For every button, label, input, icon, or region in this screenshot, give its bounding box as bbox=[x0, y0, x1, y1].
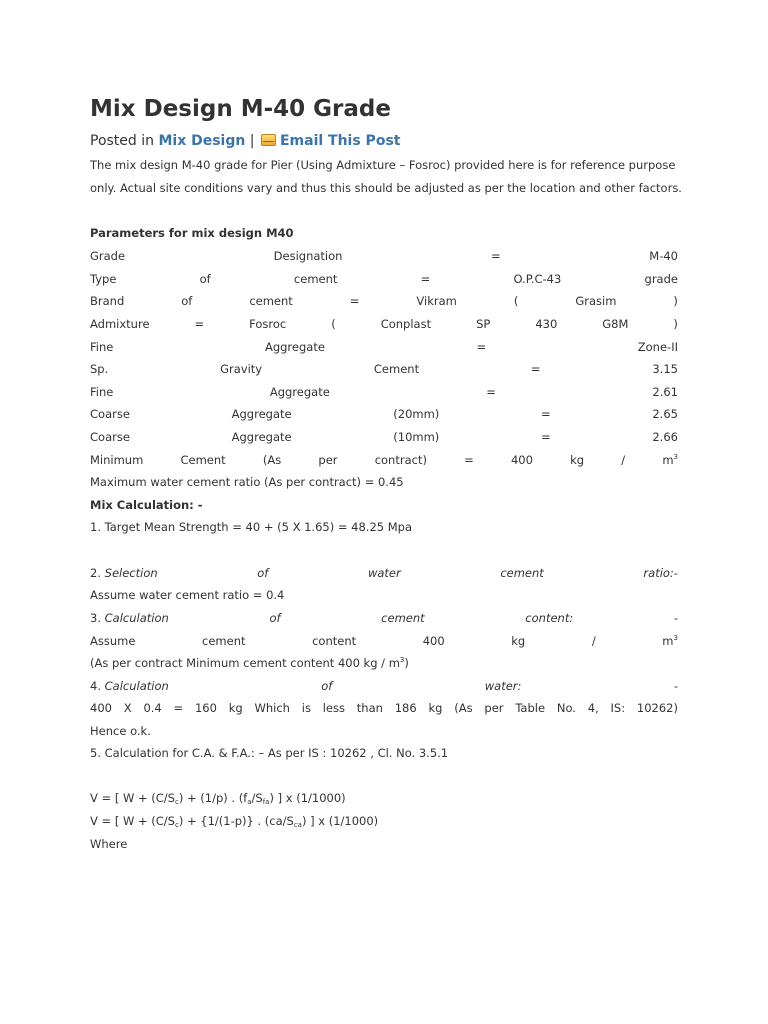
param-word: Fine bbox=[90, 385, 114, 399]
param-word: = bbox=[530, 362, 541, 376]
param-word: = bbox=[420, 272, 431, 286]
param-word: ( bbox=[331, 317, 336, 331]
calc-word: 10262) bbox=[636, 701, 678, 715]
subscript: c bbox=[174, 798, 179, 806]
param-word: Aggregate bbox=[264, 340, 325, 354]
formula-part: V = [ W + (C/S bbox=[90, 791, 175, 805]
param-word: Designation bbox=[273, 249, 343, 263]
param-word: kg bbox=[570, 453, 585, 467]
param-word: = bbox=[349, 294, 360, 308]
param-word: Fine bbox=[90, 340, 114, 354]
calc-word: per bbox=[484, 701, 504, 715]
param-word: grade bbox=[644, 272, 678, 286]
formula-part: ) ] x (1/1000) bbox=[301, 814, 379, 828]
calc-word: kg bbox=[228, 701, 243, 715]
param-word: (As bbox=[262, 453, 282, 467]
param-word: ) bbox=[673, 317, 678, 331]
calc-word: 186 bbox=[394, 701, 417, 715]
param-word: Vikram bbox=[416, 294, 457, 308]
param-word: Coarse bbox=[90, 407, 130, 421]
step-3-assume bbox=[90, 633, 678, 649]
param-word: Grasim bbox=[575, 294, 617, 308]
step-2-heading bbox=[90, 565, 678, 581]
intro-line-1: The mix design M-40 grade for Pier (Using Admixture – Fosroc) provided here is for reference purpose bbox=[90, 158, 676, 172]
param-word: Cement bbox=[180, 453, 226, 467]
unit-m: m bbox=[662, 634, 674, 648]
param-word: = bbox=[541, 407, 551, 421]
posted-in-label: Posted in bbox=[90, 133, 155, 149]
step-number: 3. bbox=[90, 611, 101, 625]
param-word: ( bbox=[513, 294, 519, 308]
calc-word: IS: bbox=[610, 701, 626, 715]
step-number: 2. bbox=[90, 566, 101, 580]
param-word: = bbox=[486, 385, 496, 399]
param-word: 430 bbox=[535, 317, 558, 331]
param-row bbox=[90, 316, 678, 332]
subscript: ca bbox=[293, 821, 302, 829]
email-post-link[interactable]: Email This Post bbox=[279, 133, 401, 149]
formula-part: ) + (1/p) . (f bbox=[178, 791, 248, 805]
param-row bbox=[90, 384, 678, 400]
param-word: M-40 bbox=[649, 249, 678, 263]
step-word: Selection bbox=[104, 566, 158, 580]
formula-part: ) ] x (1/1000) bbox=[269, 791, 346, 805]
param-word: Fosroc bbox=[249, 317, 287, 331]
param-word: 2.66 bbox=[652, 430, 678, 444]
unit-m: m bbox=[662, 453, 674, 467]
step-word: ratio:- bbox=[643, 566, 678, 580]
step-word: of bbox=[269, 611, 281, 625]
param-row bbox=[90, 361, 678, 377]
param-word: 3.15 bbox=[652, 362, 678, 376]
calc-word: No. bbox=[556, 701, 576, 715]
param-word: ) bbox=[673, 294, 678, 308]
param-word: Grade bbox=[90, 249, 126, 263]
param-word: = bbox=[476, 340, 487, 354]
formula-1 bbox=[90, 790, 678, 806]
superscript: 3 bbox=[399, 656, 405, 664]
calc-word: 0.4 bbox=[143, 701, 162, 715]
calc-word: = bbox=[173, 701, 184, 715]
where-label: Where bbox=[90, 837, 128, 851]
step-4-heading bbox=[90, 678, 678, 694]
meta-separator: | bbox=[249, 133, 255, 149]
note-end: ) bbox=[404, 656, 409, 670]
step-word: cement bbox=[381, 611, 425, 625]
param-word: Coarse bbox=[90, 430, 130, 444]
step-word: content bbox=[312, 634, 357, 648]
formula-part: ) + {1/(1-p)} . (ca/S bbox=[178, 814, 294, 828]
param-word: per bbox=[318, 453, 338, 467]
params-heading: Parameters for mix design M40 bbox=[90, 226, 294, 240]
step-word: cement bbox=[500, 566, 544, 580]
post-meta bbox=[90, 133, 400, 149]
superscript: 3 bbox=[673, 634, 678, 642]
max-wc-ratio: Maximum water cement ratio (As per contract) = 0.45 bbox=[90, 475, 404, 489]
calc-word: 160 bbox=[194, 701, 217, 715]
step-word: - bbox=[673, 611, 678, 625]
calc-word: is bbox=[301, 701, 311, 715]
step-2-assume: Assume water cement ratio = 0.4 bbox=[90, 588, 285, 602]
param-word: Conplast bbox=[380, 317, 432, 331]
intro-line-2: only. Actual site conditions vary and thus this should be adjusted as per the location and other factors. bbox=[90, 181, 682, 195]
superscript: 3 bbox=[673, 453, 678, 461]
step-word bbox=[90, 678, 169, 694]
calc-word: less bbox=[322, 701, 345, 715]
step-5: 5. Calculation for C.A. & F.A.: – As per IS : 10262 , Cl. No. 3.5.1 bbox=[90, 746, 449, 760]
subscript: fa bbox=[262, 798, 270, 806]
step-word bbox=[90, 610, 169, 626]
param-word: cement bbox=[293, 272, 338, 286]
step-word bbox=[90, 565, 158, 581]
step-word: of bbox=[257, 566, 269, 580]
param-word: G8M bbox=[602, 317, 629, 331]
step-word: Calculation bbox=[104, 679, 169, 693]
page-title: Mix Design M-40 Grade bbox=[90, 96, 391, 122]
param-word bbox=[662, 452, 678, 468]
param-row bbox=[90, 339, 678, 355]
formula-part: V = [ W + (C/S bbox=[90, 814, 175, 828]
param-word: Zone-II bbox=[637, 340, 678, 354]
subscript: a bbox=[247, 798, 252, 806]
param-row bbox=[90, 271, 678, 287]
calc-word: Table bbox=[515, 701, 546, 715]
note-text: (As per contract Minimum cement content 400 kg / m bbox=[90, 656, 400, 670]
param-word: = bbox=[194, 317, 205, 331]
param-word: 2.65 bbox=[652, 407, 678, 421]
param-word: Type bbox=[90, 272, 117, 286]
category-link[interactable]: Mix Design bbox=[158, 133, 246, 149]
param-word: = bbox=[491, 249, 501, 263]
step-4-hence: Hence o.k. bbox=[90, 724, 151, 738]
mix-calc-heading: Mix Calculation: - bbox=[90, 498, 203, 512]
calc-word: kg bbox=[428, 701, 443, 715]
param-word: SP bbox=[476, 317, 491, 331]
step-1: 1. Target Mean Strength = 40 + (5 X 1.65) = 48.25 Mpa bbox=[90, 520, 412, 534]
step-number: 4. bbox=[90, 679, 101, 693]
step-word: cement bbox=[202, 634, 246, 648]
param-word: Aggregate bbox=[231, 430, 292, 444]
param-word: contract) bbox=[374, 453, 427, 467]
calc-word: Which bbox=[254, 701, 290, 715]
param-word: Sp. bbox=[90, 362, 109, 376]
step-4-calc bbox=[90, 700, 678, 716]
param-word: (20mm) bbox=[393, 407, 440, 421]
param-row bbox=[90, 452, 678, 468]
param-word: Admixture bbox=[90, 317, 150, 331]
step-word: 400 bbox=[422, 634, 445, 648]
param-word: of bbox=[181, 294, 193, 308]
param-word: = bbox=[541, 430, 551, 444]
param-word: Aggregate bbox=[231, 407, 292, 421]
param-word: (10mm) bbox=[393, 430, 440, 444]
param-word: / bbox=[621, 453, 626, 467]
param-word: O.P.C-43 bbox=[513, 272, 562, 286]
formula-2 bbox=[90, 813, 678, 829]
param-row bbox=[90, 248, 678, 264]
step-word: / bbox=[591, 634, 596, 648]
step-word: Assume bbox=[90, 634, 136, 648]
step-word bbox=[662, 633, 678, 649]
step-word: kg bbox=[511, 634, 526, 648]
step-3-heading bbox=[90, 610, 678, 626]
step-word: Calculation bbox=[104, 611, 169, 625]
calc-word: X bbox=[123, 701, 132, 715]
email-icon[interactable] bbox=[261, 134, 276, 146]
calc-word: (As bbox=[454, 701, 473, 715]
calc-word: 4, bbox=[587, 701, 599, 715]
subscript: c bbox=[174, 821, 179, 829]
step-word: water bbox=[367, 566, 401, 580]
step-3-note bbox=[90, 655, 678, 671]
param-row bbox=[90, 406, 678, 422]
param-word: Minimum bbox=[90, 453, 144, 467]
param-word: 2.61 bbox=[652, 385, 678, 399]
step-word: - bbox=[673, 679, 678, 693]
param-word: Cement bbox=[373, 362, 420, 376]
param-word: of bbox=[199, 272, 211, 286]
step-word: water: bbox=[484, 679, 522, 693]
param-word: Brand bbox=[90, 294, 125, 308]
param-word: cement bbox=[249, 294, 293, 308]
param-word: Gravity bbox=[220, 362, 263, 376]
step-word: of bbox=[321, 679, 333, 693]
calc-word: than bbox=[356, 701, 383, 715]
param-row bbox=[90, 293, 678, 309]
param-word: Aggregate bbox=[269, 385, 330, 399]
step-word: content: bbox=[525, 611, 574, 625]
param-row bbox=[90, 429, 678, 445]
param-word: 400 bbox=[510, 453, 533, 467]
param-word: = bbox=[464, 453, 474, 467]
calc-word: 400 bbox=[90, 701, 112, 715]
formula-part: /S bbox=[251, 791, 263, 805]
